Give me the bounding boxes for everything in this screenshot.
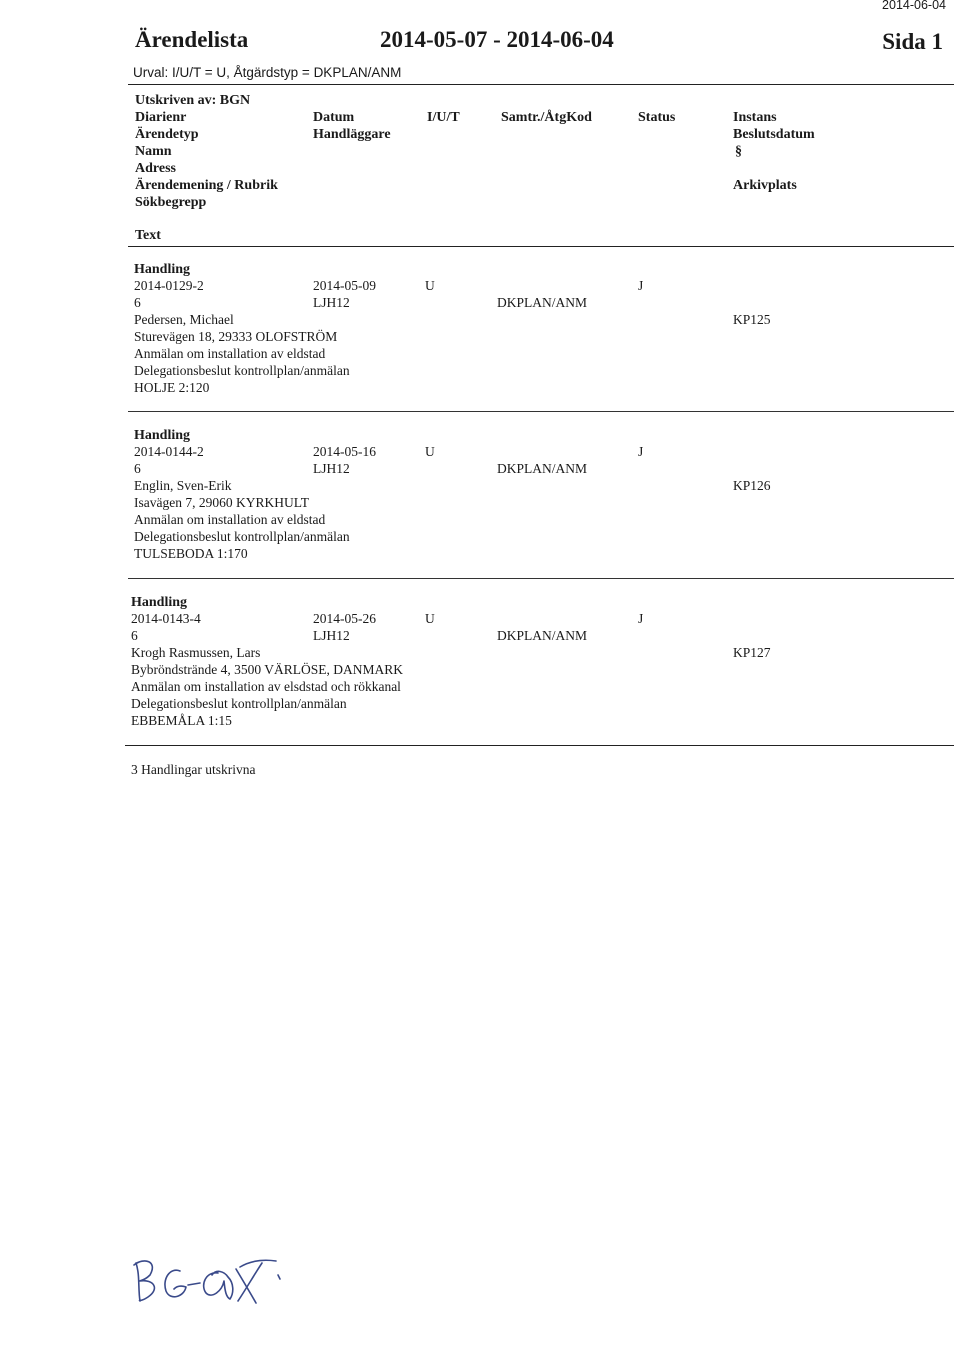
record-arendetyp: 6 bbox=[134, 295, 141, 310]
print-date: 2014-06-04 bbox=[882, 0, 946, 12]
header-instans: Instans bbox=[733, 110, 777, 125]
record-rubrik: Delegationsbeslut kontrollplan/anmälan bbox=[131, 696, 347, 711]
selection-criteria: Urval: I/U/T = U, Åtgärdstyp = DKPLAN/ANM bbox=[133, 65, 402, 80]
record-handlaggare: LJH12 bbox=[313, 295, 350, 310]
header-diarienr: Diarienr bbox=[135, 110, 187, 125]
handwritten-signature bbox=[128, 1245, 298, 1315]
record-handling bbox=[0, 595, 960, 765]
record-adress: Isavägen 7, 29060 KYRKHULT bbox=[134, 495, 309, 510]
record-divider bbox=[128, 411, 954, 412]
header-beslutsdatum: Beslutsdatum bbox=[733, 127, 815, 142]
record-handling bbox=[0, 262, 960, 432]
header-paragraf: § bbox=[735, 144, 742, 159]
record-label: Handling bbox=[131, 595, 188, 610]
record-sokbegrepp: EBBEMÅLA 1:15 bbox=[131, 713, 232, 728]
header-text: Text bbox=[135, 228, 161, 243]
header-datum: Datum bbox=[313, 110, 355, 125]
record-diarienr: 2014-0143-4 bbox=[131, 611, 201, 626]
header-samtr-atgkod: Samtr./ÅtgKod bbox=[501, 110, 592, 125]
footer-divider bbox=[125, 745, 954, 746]
record-handlaggare: LJH12 bbox=[313, 461, 350, 476]
header-adress: Adress bbox=[135, 161, 176, 176]
header-namn: Namn bbox=[135, 144, 172, 159]
record-label: Handling bbox=[134, 428, 191, 443]
header-arendetyp: Ärendetyp bbox=[135, 127, 199, 142]
header-status: Status bbox=[638, 110, 676, 125]
record-adress: Sturevägen 18, 29333 OLOFSTRÖM bbox=[134, 329, 338, 344]
record-iut: U bbox=[425, 611, 435, 626]
record-arendemening: Anmälan om installation av eldstad bbox=[134, 346, 326, 361]
record-arkivplats: KP125 bbox=[733, 312, 771, 327]
record-atgkod: DKPLAN/ANM bbox=[497, 628, 588, 643]
record-atgkod: DKPLAN/ANM bbox=[497, 295, 588, 310]
header-divider bbox=[128, 84, 954, 85]
record-handlaggare: LJH12 bbox=[313, 628, 350, 643]
header-sokbegrepp: Sökbegrepp bbox=[135, 195, 207, 210]
record-namn: Krogh Rasmussen, Lars bbox=[131, 645, 261, 660]
record-arendetyp: 6 bbox=[134, 461, 141, 476]
record-sokbegrepp: TULSEBODA 1:170 bbox=[134, 546, 248, 561]
record-rubrik: Delegationsbeslut kontrollplan/anmälan bbox=[134, 363, 350, 378]
record-arendemening: Anmälan om installation av eldstad bbox=[134, 512, 326, 527]
record-datum: 2014-05-09 bbox=[313, 278, 376, 293]
header-handlaggare: Handläggare bbox=[313, 127, 391, 142]
record-label: Handling bbox=[134, 262, 191, 277]
page-number: Sida 1 bbox=[882, 29, 943, 54]
record-adress: Bybröndstrände 4, 3500 VÄRLÖSE, DANMARK bbox=[131, 662, 403, 677]
printed-by: Utskriven av: BGN bbox=[135, 93, 251, 108]
summary-count: 3 Handlingar utskrivna bbox=[131, 762, 256, 777]
record-atgkod: DKPLAN/ANM bbox=[497, 461, 588, 476]
report-period: 2014-05-07 - 2014-06-04 bbox=[380, 27, 614, 52]
record-namn: Englin, Sven-Erik bbox=[134, 478, 232, 493]
record-datum: 2014-05-26 bbox=[313, 611, 376, 626]
record-iut: U bbox=[425, 444, 435, 459]
record-status: J bbox=[638, 611, 644, 626]
record-diarienr: 2014-0144-2 bbox=[134, 444, 204, 459]
record-namn: Pedersen, Michael bbox=[134, 312, 234, 327]
record-sokbegrepp: HOLJE 2:120 bbox=[134, 380, 210, 395]
record-arkivplats: KP127 bbox=[733, 645, 771, 660]
header-iut: I/U/T bbox=[427, 110, 460, 125]
record-arendetyp: 6 bbox=[131, 628, 138, 643]
header-arendemening: Ärendemening / Rubrik bbox=[135, 178, 278, 193]
header-arkivplats: Arkivplats bbox=[733, 178, 797, 193]
record-divider bbox=[128, 578, 954, 579]
record-arendemening: Anmälan om installation av elsdstad och rökkanal bbox=[131, 679, 401, 694]
record-status: J bbox=[638, 278, 644, 293]
record-iut: U bbox=[425, 278, 435, 293]
record-handling bbox=[0, 428, 960, 598]
record-diarienr: 2014-0129-2 bbox=[134, 278, 204, 293]
header-bottom-divider bbox=[128, 246, 954, 247]
page-title: Ärendelista bbox=[135, 27, 249, 52]
record-datum: 2014-05-16 bbox=[313, 444, 376, 459]
record-rubrik: Delegationsbeslut kontrollplan/anmälan bbox=[134, 529, 350, 544]
record-status: J bbox=[638, 444, 644, 459]
record-arkivplats: KP126 bbox=[733, 478, 771, 493]
